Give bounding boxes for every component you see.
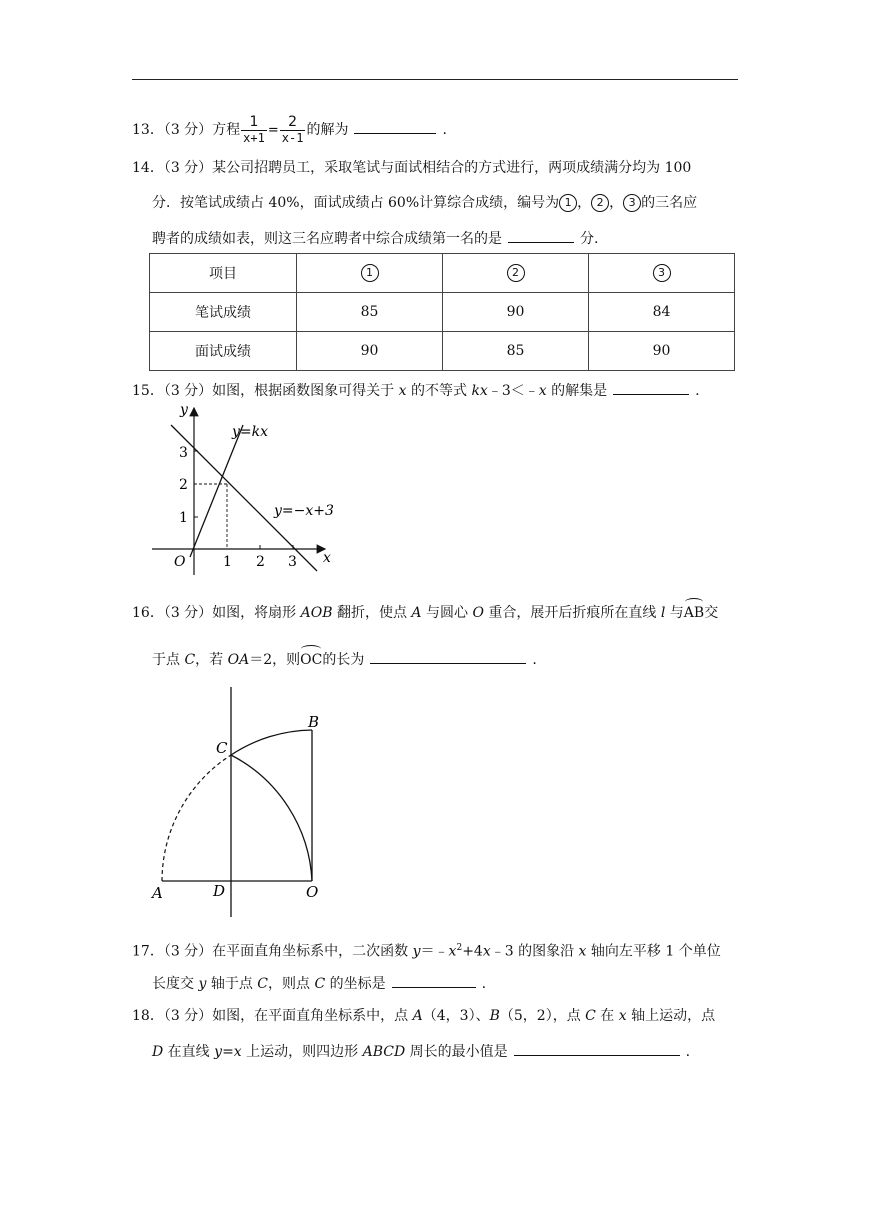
x-tick-label: 2 (256, 554, 265, 570)
q15-text: ﹣3＜﹣ (487, 383, 539, 399)
q18-line-1 (132, 1006, 715, 1026)
q16-text: 与 (665, 605, 684, 621)
fraction-1-denominator: x+1 (243, 131, 265, 145)
q14-line-1: 14．（3 分）某公司招聘员工，采取笔试与面试相结合的方式进行，两项成绩满分均为 100 (132, 160, 692, 176)
q16-text: 交 (704, 605, 719, 621)
comma: ， (577, 195, 592, 211)
folded-arc-oc (231, 755, 312, 881)
var-x: x (578, 943, 587, 960)
q16-text: 翻折，使点 (332, 605, 412, 621)
var-y: y (198, 976, 207, 992)
q17-text: ＝﹣ (420, 943, 449, 960)
x-tick-label: 1 (223, 554, 232, 570)
q15-text: 的解集是 (546, 383, 608, 399)
var-c: C (585, 1008, 596, 1024)
q14-line-2-text: 分．按笔试成绩占 40%，面试成绩占 60%计算综合成绩，编号为 (152, 195, 560, 211)
equals-sign: = (267, 123, 279, 138)
fraction-1-numerator: 1 (241, 114, 267, 131)
period: . (695, 383, 700, 399)
q17-line-2 (152, 972, 486, 994)
q16-text: 于点 (152, 652, 185, 668)
q15-text: 15．（3 分）如图，根据函数图象可得关于 (132, 383, 399, 399)
var-x: x (398, 383, 407, 399)
exponent: 2 (456, 943, 463, 953)
point-d-label: D (213, 882, 226, 900)
table-row-label: 笔试成绩 (150, 293, 297, 332)
q18-text: （4，3）、 (422, 1008, 490, 1024)
q14-line-2-end: 的三名应 (641, 195, 698, 211)
q18-text: = (222, 1044, 234, 1060)
sector-figure (140, 680, 340, 925)
q18-text: 在 (595, 1008, 619, 1024)
q16-text: 重合，展开后折痕所在直线 (483, 605, 661, 621)
period: . (481, 976, 487, 992)
var-x: x (618, 1008, 627, 1024)
q17-text: 长度交 (152, 976, 199, 992)
q16-text: 与圆心 (421, 605, 473, 621)
q15-text: 的不等式 (406, 383, 472, 399)
q17-text: 的坐标是 (325, 976, 386, 992)
var-x: x (482, 943, 491, 960)
var-a: A (411, 605, 422, 621)
period: . (532, 652, 537, 668)
var-x: x (233, 1044, 242, 1060)
table-cell: 85 (297, 293, 443, 332)
dashed-arc-ac (162, 755, 231, 881)
point-c-label: C (216, 739, 228, 757)
var-abcd: ABCD (362, 1044, 406, 1060)
q13-prefix: 13．（3 分）方程 (132, 122, 241, 138)
period: . (442, 122, 447, 138)
table-cell: 90 (443, 293, 589, 332)
q14-line-3-text: 聘者的成绩如表，则这三名应聘者中综合成绩第一名的是 (152, 231, 502, 247)
table-row (150, 332, 735, 371)
table-header-row (150, 254, 735, 293)
fraction-2 (280, 114, 306, 146)
q14-line-2 (152, 193, 697, 213)
table-header-cell: 项目 (150, 254, 297, 293)
q14-answer-blank (508, 227, 574, 243)
var-aob: AOB (300, 605, 333, 621)
circled-number-1: 1 (559, 194, 577, 212)
fraction-2-numerator: 2 (280, 114, 306, 131)
var-c: C (184, 652, 196, 668)
table-header-cell (589, 254, 735, 293)
circled-number-3: 3 (653, 264, 671, 282)
table-row-label: 面试成绩 (150, 332, 297, 371)
var-l: l (660, 605, 666, 621)
var-kx: kx (471, 383, 488, 399)
q16-text: 16．（3 分）如图，将扇形 (132, 605, 301, 621)
origin-label: O (174, 554, 186, 570)
var-x: x (538, 383, 547, 399)
q18-text: 在直线 (163, 1044, 215, 1060)
q17-text: ﹣3 的图象沿 (490, 943, 579, 960)
var-a: A (412, 1008, 423, 1024)
q16-text: ，若 (195, 652, 228, 668)
function-graph (140, 400, 350, 580)
y-axis-label: y (180, 402, 188, 418)
point-b-label: B (308, 713, 320, 731)
q17-text: 17．（3 分）在平面直角坐标系中，二次函数 (132, 943, 413, 960)
q18-text: （5，2），点 (499, 1008, 586, 1024)
q17-text: 轴向左平移 1 个单位 (586, 943, 721, 960)
q18-answer-blank (514, 1040, 680, 1056)
var-d: D (152, 1044, 164, 1060)
y-tick-label: 1 (179, 510, 188, 526)
q18-text: 周长的最小值是 (405, 1044, 508, 1060)
point-o-label: O (306, 883, 319, 901)
x-tick-label: 3 (288, 554, 297, 570)
q16-answer-blank (370, 648, 526, 664)
q17-line-1 (132, 938, 721, 962)
table-cell: 90 (589, 332, 735, 371)
circled-number-3: 3 (623, 194, 641, 212)
var-y: y (214, 1044, 223, 1060)
table-header-cell (443, 254, 589, 293)
q15-answer-blank (613, 379, 689, 395)
circled-number-2: 2 (591, 194, 609, 212)
score-table (149, 253, 735, 371)
x-axis-label: x (323, 550, 331, 566)
q18-text: 轴上运动，点 (626, 1008, 716, 1024)
question-15 (132, 379, 700, 401)
line-label-y-kx: y=kx (232, 424, 269, 440)
circled-number-1: 1 (361, 264, 379, 282)
q16-line-2 (152, 648, 537, 670)
q17-text: 轴于点 (206, 976, 258, 992)
line-label-y-neg-x-plus-3: y=−x+3 (274, 503, 334, 519)
var-b: B (489, 1008, 500, 1024)
var-c: C (314, 976, 326, 992)
var-o: O (472, 605, 484, 621)
q14-line-3-end: 分. (580, 231, 599, 247)
arc-oc: OC (300, 652, 323, 668)
line-y-kx (190, 425, 243, 557)
header-rule (132, 79, 738, 80)
var-x: x (448, 943, 457, 960)
question-13 (132, 114, 447, 146)
y-tick-label: 3 (179, 445, 188, 461)
q16-text: 的长为 (322, 652, 365, 668)
q18-text: 上运动，则四边形 (241, 1044, 363, 1060)
y-tick-label: 2 (179, 477, 188, 493)
table-cell: 84 (589, 293, 735, 332)
table-header-cell (297, 254, 443, 293)
q18-text: 18．（3 分）如图，在平面直角坐标系中，点 (132, 1008, 413, 1024)
q16-text: ＝2，则 (249, 652, 301, 668)
q17-text: +4 (462, 943, 483, 960)
table-row (150, 293, 735, 332)
arc-ab: AB (683, 605, 705, 621)
period: . (685, 1044, 691, 1060)
q13-answer-blank (354, 118, 436, 134)
table-cell: 85 (443, 332, 589, 371)
var-y: y (412, 943, 421, 960)
table-cell: 90 (297, 332, 443, 371)
q17-answer-blank (392, 972, 476, 988)
q13-suffix: 的解为 (306, 122, 349, 138)
q17-text: ，则点 (268, 976, 315, 992)
var-c: C (257, 976, 268, 992)
comma: ， (609, 195, 624, 211)
q14-line-3 (152, 227, 598, 249)
fraction-1 (241, 114, 267, 146)
arc-cb (231, 730, 312, 755)
circled-number-2: 2 (507, 264, 525, 282)
point-a-label: A (152, 884, 163, 902)
var-oa: OA (227, 652, 250, 668)
fraction-2-denominator: x-1 (281, 131, 304, 145)
q18-line-2 (152, 1040, 690, 1062)
q16-line-1 (132, 603, 718, 623)
